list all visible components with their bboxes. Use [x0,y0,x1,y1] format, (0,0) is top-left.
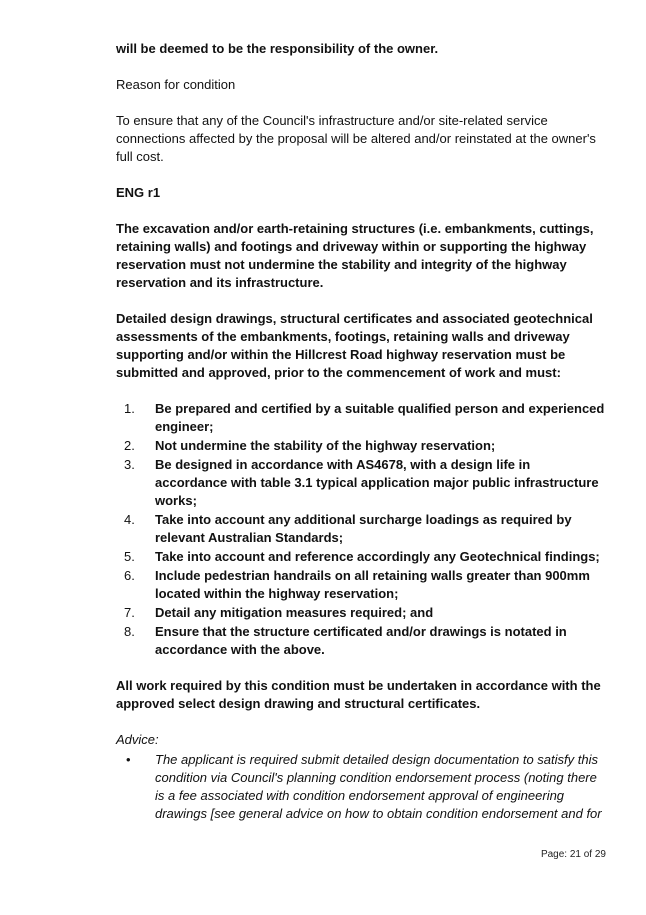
list-item: 3. Be designed in accordance with AS4678, with a design life in accordance with table 3.1 typical application major public infrastructure works; [124,457,599,508]
requirements-list [116,400,606,659]
advice-label: Advice: [116,732,159,747]
list-item: 5. Take into account and reference accordingly any Geotechnical findings; [124,549,600,564]
list-item: 7. Detail any mitigation measures required; and [124,605,434,620]
condition-paragraph-1: The excavation and/or earth-retaining structures (i.e. embankments, cuttings, retaining walls) and footings and driveway within or supporting the highway reservation must not undermine the stability and integrity of the highway reservation and its infrastructure. [116,221,594,290]
document-body [116,40,606,823]
bullet-icon: • [126,752,131,767]
section-heading: ENG r1 [116,185,161,200]
advice-item: • The applicant is required submit detailed design documentation to satisfy this condition via Council's planning condition endorsement process (noting there is a fee associated with condition endorsement approval of engineering drawings [see general advice on how to obtain condition endorsement and for [126,752,602,821]
reason-label: Reason for condition [116,77,236,92]
advice-list [116,751,606,823]
page-number: Page: 21 of 29 [540,849,606,860]
list-item: 1. Be prepared and certified by a suitable qualified person and experienced engineer; [124,401,605,434]
list-item: 6. Include pedestrian handrails on all retaining walls greater than 900mm located within the highway reservation; [124,568,590,601]
list-item: 2. Not undermine the stability of the highway reservation; [124,438,496,453]
list-item: 8. Ensure that the structure certificated and/or drawings is notated in accordance with the above. [124,624,567,657]
list-item: 4. Take into account any additional surcharge loadings as required by relevant Australian Standards; [124,512,572,545]
continued-text: will be deemed to be the responsibility of the owner. [116,41,439,56]
reason-text: To ensure that any of the Council's infrastructure and/or site-related service connections affected by the proposal will be altered and/or reinstated at the owner's full cost. [116,113,596,164]
condition-paragraph-2: Detailed design drawings, structural certificates and associated geotechnical assessments of the embankments, footings, retaining walls and driveway supporting and/or within the Hillcrest Road highway reservation must be submitted and approved, prior to the commencement of work and must: [116,311,593,380]
condition-paragraph-3: All work required by this condition must be undertaken in accordance with the approved select design drawing and structural certificates. [116,678,601,711]
